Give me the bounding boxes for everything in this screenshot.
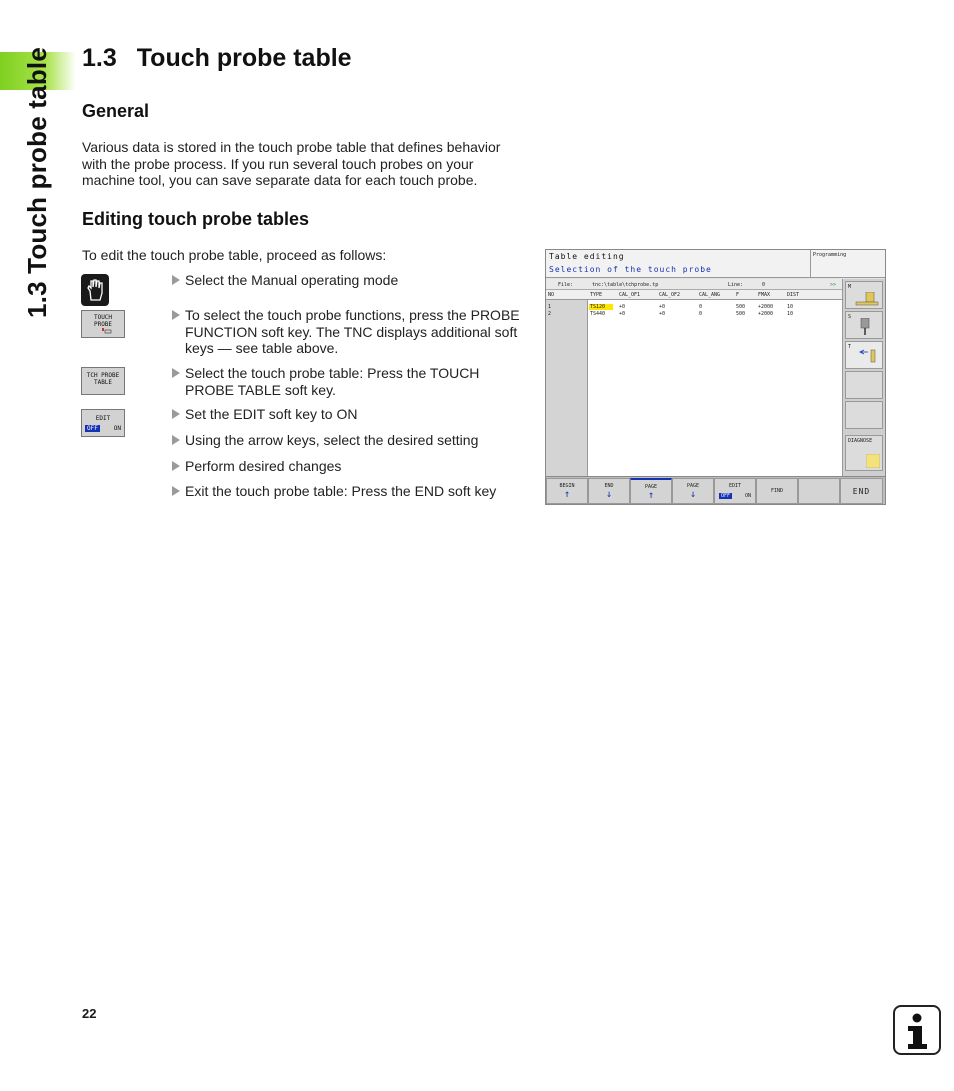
table-cell: +0 bbox=[659, 304, 666, 310]
line-label: Line: bbox=[728, 282, 744, 288]
table-cell: +0 bbox=[619, 311, 626, 317]
side-key-s[interactable] bbox=[845, 311, 883, 339]
col-header: DIST bbox=[787, 292, 800, 298]
general-heading: General bbox=[82, 101, 150, 121]
bullet-triangle-icon bbox=[172, 368, 180, 378]
more-indicator: >> bbox=[830, 282, 837, 288]
table-body[interactable] bbox=[588, 300, 842, 476]
table-cell: 0 bbox=[699, 304, 703, 310]
softkey-label: FIND bbox=[770, 488, 784, 494]
key-line: TCH PROBE bbox=[86, 372, 120, 379]
table-cell: +0 bbox=[619, 304, 626, 310]
softkey-label: END bbox=[852, 487, 871, 496]
step-item bbox=[172, 432, 527, 449]
softkey-find[interactable] bbox=[756, 478, 798, 504]
table-header-row bbox=[546, 290, 842, 300]
editing-intro: To edit the touch probe table, proceed as follows: bbox=[82, 247, 387, 263]
arrow-up-icon: ↑ bbox=[563, 489, 571, 500]
spindle-s-icon bbox=[858, 318, 872, 336]
table-row[interactable] bbox=[546, 309, 842, 316]
softkey-end[interactable] bbox=[840, 478, 883, 504]
key-line: TABLE bbox=[93, 379, 113, 386]
step-line: Perform desired changes bbox=[185, 458, 342, 474]
edit-key-icon bbox=[81, 409, 125, 437]
page-number: 22 bbox=[82, 1006, 97, 1021]
chapter-number: 1.3 bbox=[82, 44, 117, 72]
manual-mode-hand-icon bbox=[81, 274, 109, 306]
table-row[interactable] bbox=[546, 302, 842, 309]
bullet-triangle-icon bbox=[172, 435, 180, 445]
file-line bbox=[546, 279, 842, 290]
edit-off-indicator: OFF bbox=[87, 425, 98, 432]
bullet-triangle-icon bbox=[172, 461, 180, 471]
step-item bbox=[172, 365, 527, 398]
table-cell: +2000 bbox=[758, 304, 774, 310]
side-key-label: T bbox=[848, 344, 852, 350]
softkey-page-down[interactable] bbox=[672, 478, 714, 504]
table-cell-selected[interactable]: TS120 bbox=[589, 304, 613, 310]
step-line: FUNCTION soft key. The TNC displays additional soft bbox=[185, 323, 518, 340]
edit-off-indicator: OFF bbox=[721, 493, 731, 499]
side-softkey-bar bbox=[842, 279, 885, 476]
table-cell: TS440 bbox=[590, 311, 606, 317]
softkey-label: PAGE bbox=[686, 483, 700, 489]
table-cell: +0 bbox=[659, 311, 666, 317]
general-line: machine tool, you can save separate data for each touch probe. bbox=[82, 172, 478, 188]
tch-probe-table-key-icon bbox=[81, 367, 125, 395]
step-line: Select the Manual operating mode bbox=[185, 272, 399, 288]
side-chapter-title: 1.3 Touch probe table bbox=[22, 47, 52, 318]
file-path: tnc:\table\tchprobe.tp bbox=[592, 282, 659, 288]
step-line: Using the arrow keys, select the desired setting bbox=[185, 432, 479, 448]
col-header: CAL_ANG bbox=[699, 292, 721, 298]
table-cell: 10 bbox=[787, 311, 794, 317]
side-key-empty[interactable] bbox=[845, 401, 883, 429]
key-line: EDIT bbox=[95, 415, 111, 422]
col-header: TYPE bbox=[590, 292, 603, 298]
tool-t-icon bbox=[858, 348, 880, 366]
table-cell: 2 bbox=[548, 311, 552, 317]
number-column bbox=[546, 300, 588, 476]
step-item bbox=[172, 458, 527, 475]
general-line: Various data is stored in the touch probe table that defines behavior bbox=[82, 139, 501, 155]
softkey-empty[interactable] bbox=[798, 478, 840, 504]
line-value: 0 bbox=[762, 282, 766, 288]
table-cell: +2000 bbox=[758, 311, 774, 317]
step-item bbox=[172, 406, 527, 423]
screen-mode: Table editing bbox=[549, 252, 625, 261]
softkey-label: EDIT bbox=[728, 483, 742, 489]
softkey-label: PAGE bbox=[644, 484, 658, 490]
softkey-label: END bbox=[604, 483, 614, 489]
table-cell: 0 bbox=[699, 311, 703, 317]
softkey-edit[interactable] bbox=[714, 478, 756, 504]
screen-programming: Programming bbox=[811, 250, 885, 278]
key-line: TOUCH bbox=[93, 314, 113, 321]
step-line: Exit the touch probe table: Press the END soft key bbox=[185, 483, 497, 499]
arrow-down-icon: ↓ bbox=[689, 489, 697, 500]
col-header: F bbox=[736, 292, 740, 298]
col-header: NO bbox=[548, 292, 555, 298]
col-header: CAL_OF2 bbox=[659, 292, 681, 298]
screen-subtitle: Selection of the touch probe bbox=[549, 265, 712, 274]
table-cell: 500 bbox=[736, 311, 746, 317]
side-key-label: M bbox=[848, 284, 852, 290]
table-cell: 10 bbox=[787, 304, 794, 310]
softkey-begin[interactable] bbox=[546, 478, 588, 504]
arrow-down-icon: ↓ bbox=[605, 489, 613, 500]
step-line: To select the touch probe functions, press the PROBE bbox=[185, 307, 520, 323]
info-icon bbox=[893, 1005, 941, 1055]
general-line: with the probe process. If you run several touch probes on your bbox=[82, 155, 474, 172]
step-line: Set the EDIT soft key to ON bbox=[185, 406, 358, 422]
bullet-triangle-icon bbox=[172, 409, 180, 419]
side-key-label: DIAGNOSE bbox=[848, 438, 873, 444]
table-cell: 500 bbox=[736, 304, 746, 310]
key-line: PROBE bbox=[93, 321, 113, 328]
probe-symbol-icon bbox=[94, 328, 112, 334]
tnc-screenshot bbox=[545, 249, 886, 505]
softkey-end-down[interactable] bbox=[588, 478, 630, 504]
bullet-triangle-icon bbox=[172, 275, 180, 285]
step-item bbox=[172, 483, 527, 500]
file-label: File: bbox=[558, 282, 574, 288]
bullet-triangle-icon bbox=[172, 310, 180, 320]
step-line: Select the touch probe table: Press the TOUCH bbox=[185, 365, 480, 381]
softkey-label: BEGIN bbox=[559, 483, 575, 489]
step-item bbox=[172, 272, 527, 289]
chapter-title-text: Touch probe table bbox=[136, 44, 352, 72]
step-line: keys — see table above. bbox=[185, 340, 339, 356]
arrow-up-icon: ↑ bbox=[647, 490, 655, 501]
col-header: FMAX bbox=[758, 292, 771, 298]
touch-probe-key-icon bbox=[81, 310, 125, 338]
side-key-m[interactable] bbox=[845, 281, 883, 309]
bullet-triangle-icon bbox=[172, 486, 180, 496]
spindle-m-icon bbox=[854, 292, 880, 306]
side-key-diagnose[interactable] bbox=[845, 435, 883, 471]
screen-header bbox=[546, 250, 811, 278]
edit-on-label: ON bbox=[744, 493, 751, 499]
col-header: CAL_OF1 bbox=[619, 292, 641, 298]
softkey-page-up[interactable] bbox=[630, 478, 672, 504]
side-key-t[interactable] bbox=[845, 341, 883, 369]
general-paragraph bbox=[82, 139, 500, 189]
softkey-bar bbox=[546, 476, 885, 504]
page-title bbox=[82, 44, 352, 73]
side-key-empty[interactable] bbox=[845, 371, 883, 399]
step-line: PROBE TABLE soft key. bbox=[185, 381, 336, 398]
edit-on-label: ON bbox=[113, 425, 121, 432]
diagnose-icon bbox=[866, 454, 880, 468]
side-key-label: S bbox=[848, 314, 852, 320]
table-cell: 1 bbox=[548, 304, 552, 310]
editing-heading: Editing touch probe tables bbox=[82, 209, 310, 229]
step-item bbox=[172, 307, 527, 357]
